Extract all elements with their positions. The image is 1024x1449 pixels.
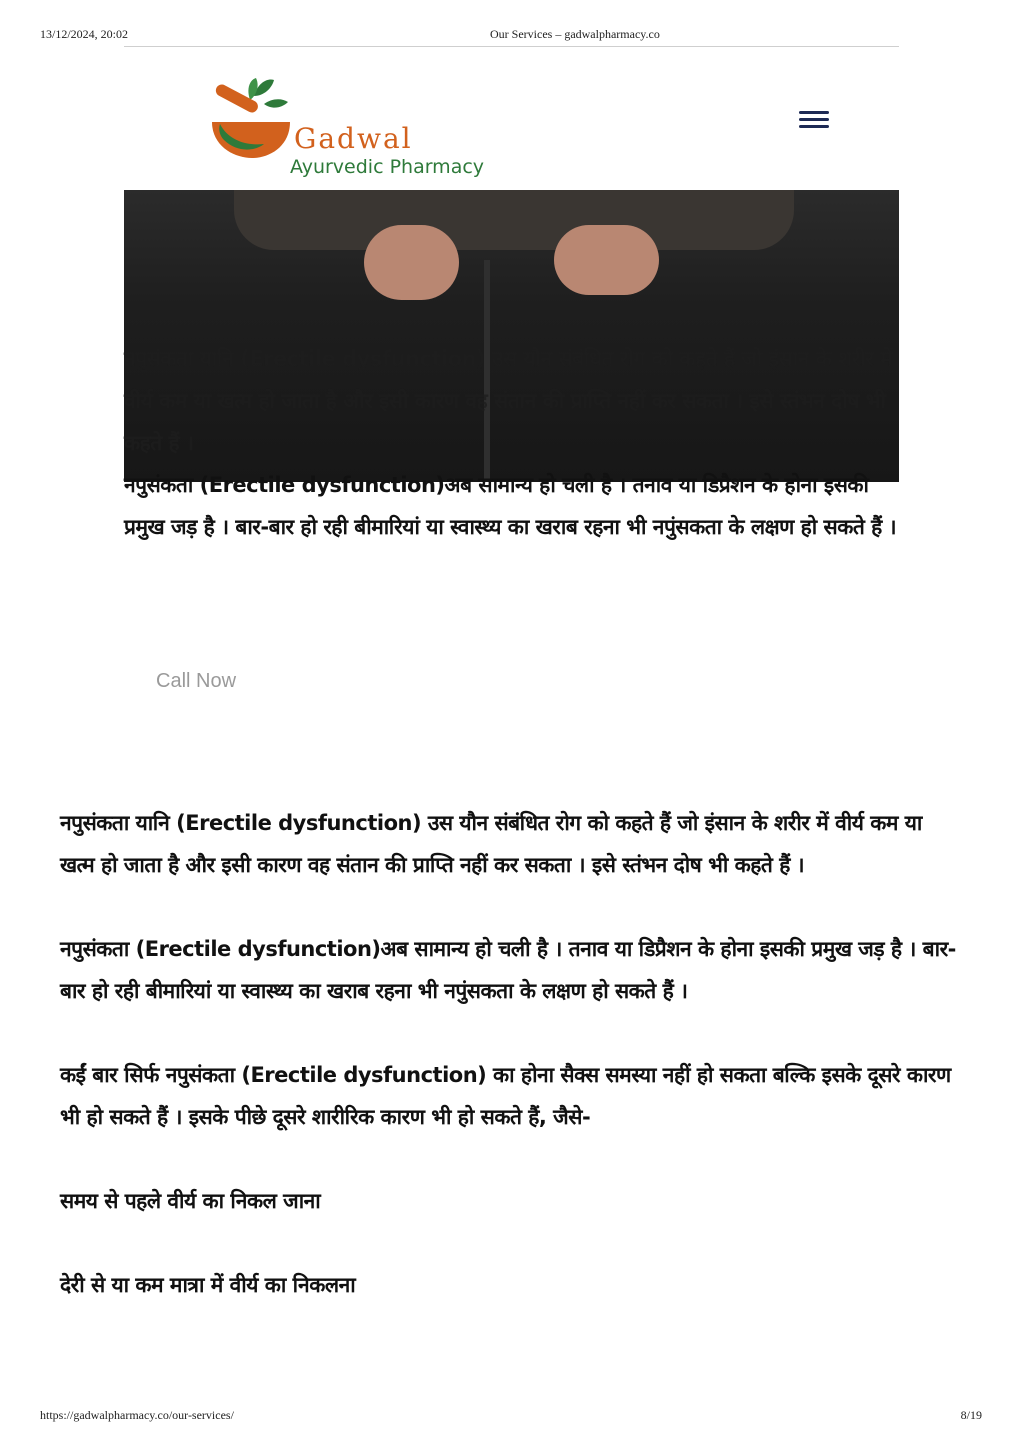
- print-datetime: 13/12/2024, 20:02: [40, 27, 129, 41]
- article-paragraph: देरी से या कम मात्रा में वीर्य का निकलना: [60, 1273, 356, 1297]
- site-logo[interactable]: [206, 74, 516, 178]
- hero-overlay-text: [124, 338, 899, 548]
- service-article: [60, 802, 960, 1348]
- mortar-pestle-icon: [206, 74, 296, 164]
- article-paragraph: कईं बार सिर्फ नपुसंकता (Erectile dysfunction) का होना सैक्स समस्या नहीं हो सकता बल्कि इसके दूसरे कारण भी हो सकते हैं । इसके पीछे दूसरे शारीरिक कारण भी हो सकते हैं, जैसे-: [60, 1063, 951, 1129]
- print-page-title: Our Services – gadwalpharmacy.co: [490, 27, 660, 41]
- article-paragraph: नपुसंकता यानि (Erectile dysfunction) उस यौन संबंधित रोग को कहते हैं जो इंसान के शरीर में वीर्य कम या खत्म हो जाता है और इसी कारण वह संतान की प्राप्ति नहीं कर सकता । इसे स्तंभन दोष भी कहते हैं ।: [60, 811, 922, 877]
- site-header: [124, 47, 899, 190]
- print-url: https://gadwalpharmacy.co/our-services/: [40, 1408, 234, 1422]
- call-now-button[interactable]: Call Now: [156, 670, 237, 692]
- brand-tagline: Ayurvedic Pharmacy: [290, 156, 485, 178]
- print-page-number: 8/19: [960, 1408, 982, 1422]
- hamburger-icon[interactable]: [799, 107, 829, 133]
- hero-paragraph: नपुसंकता (Erectile dysfunction)अब सामान्य हो चली है । तनाव या डिप्रैशन के होना इसकी प्रमुख जड़ है । बार-बार हो रही बीमारियां या स्वास्थ्य का खराब रहना भी नपुंसकता के लक्षण हो सकते हैं ।: [124, 473, 897, 539]
- hero-paragraph: नपुसंकता यानि (Erectile dysfunction) उस यौन संबंधित रोग को कहते हैं जो इंसान के शरीर में वीर्य कम या खत्म हो जाता है और इसी कारण वह संतान की प्राप्ति नहीं कर सकता । इसे स्तंभन दोष भी कहते हैं ।: [124, 347, 893, 455]
- brand-name: Gadwal: [294, 122, 413, 155]
- article-paragraph: समय से पहले वीर्य का निकल जाना: [60, 1189, 321, 1213]
- article-paragraph: नपुसंकता (Erectile dysfunction)अब सामान्य हो चली है । तनाव या डिप्रैशन के होना इसकी प्रमुख जड़ है । बार-बार हो रही बीमारियां या स्वास्थ्य का खराब रहना भी नपुंसकता के लक्षण हो सकते हैं ।: [60, 937, 956, 1003]
